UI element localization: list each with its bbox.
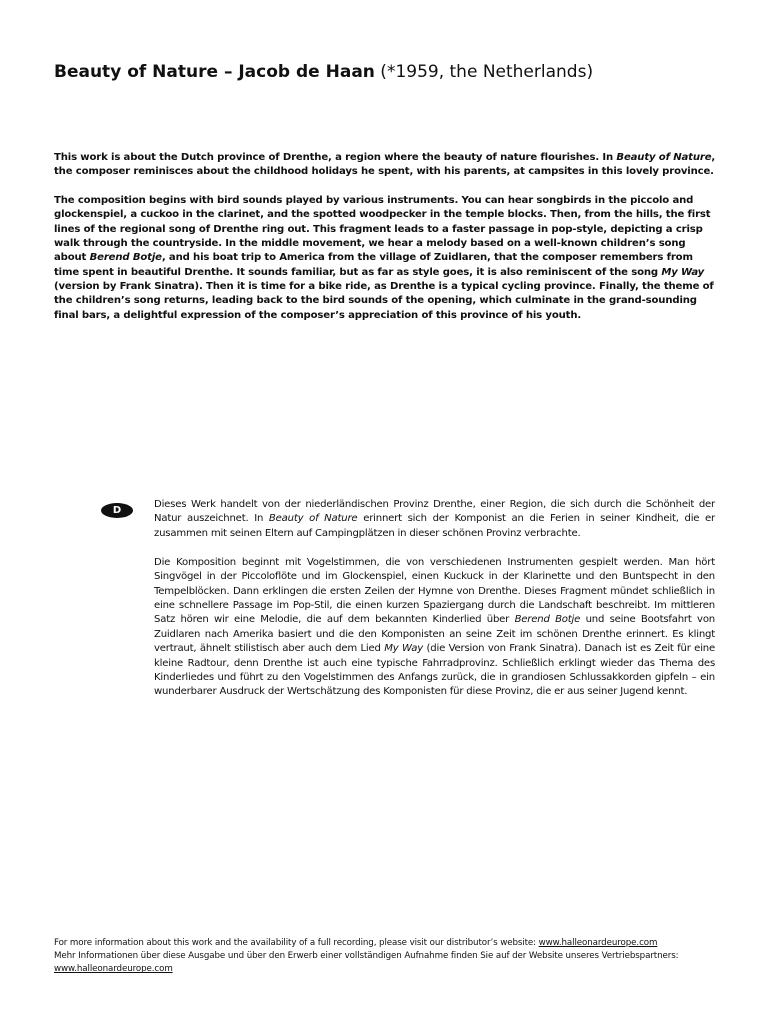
distributor-link-de[interactable]: www.halleonardeurope.com: [54, 964, 173, 975]
german-paragraph-2: Die Komposition beginnt mit Vogelstimmen, die von verschiedenen Instrumenten gespielt werden. Man hört Singvögel in der Piccoloflöte und im Glockenspiel, einen Kuckuck in der Klarinette und den Buntspecht in den Tempelblöcken. Dann erklingen die ersten Zeilen der Hymne von Drenthe. Dieses Fragment mündet schließlich in eine schnellere Passage im Pop-Stil, die einen kurzen Spaziergang durch die Landschaft beschreibt. Im mittleren Satz hören wir eine Melodie, die auf dem bekannten Kinderlied über Berend Botje und seine Bootsfahrt von Zuidlaren nach Amerika basiert und die den Komponisten an seine Zeit im schönen Drenthe erinnert. Es klingt vertraut, ähnelt stilistisch aber auch dem Lied My Way (die Version von Frank Sinatra). Danach ist es Zeit für eine kleine Radtour, denn Drenthe ist auch eine typische Fahrradprovinz. Schließlich erklingt wieder das Thema des Kinderliedes und führt zu den Vogelstimmen des Anfangs zurück, die in grandiosen Schlussakkorden gipfeln – ein wunderbarer Ausdruck der Wertschätzung des Komponisten für diese Provinz, die er aus seiner Jugend kennt.: [154, 556, 716, 698]
german-description: [154, 498, 715, 714]
title-subtitle: (*1959, the Netherlands): [374, 62, 594, 82]
english-paragraph-1: This work is about the Dutch province of Drenthe, a region where the beauty of nature flourishes. In Beauty of Nature, the composer reminisces about the childhood holidays he spent, with his parents, at campsites in this lovely province.: [54, 152, 716, 178]
english-description: [54, 151, 716, 337]
distributor-link-en[interactable]: www.halleonardeurope.com: [538, 938, 658, 948]
page-title: [54, 60, 734, 84]
footer-german-line: Mehr Informationen über diese Ausgabe und über den Erwerb einer vollständigen Aufnahme finden Sie auf der Website unseres Vertriebspartners: www.halleonardeurope.com: [54, 951, 679, 975]
footer-english-line: For more information about this work and the availability of a full recording, please visit our distributor’s website: www.halleonardeurope.com: [54, 938, 658, 948]
english-paragraph-2: The composition begins with bird sounds played by various instruments. You can hear songbirds in the piccolo and glockenspiel, a cuckoo in the clarinet, and the spotted woodpecker in the temple blocks. Then, from the hills, the first lines of the regional song of Drenthe ring out. This fragment leads to a faster passage in pop-style, depicting a crisp walk through the countryside. In the middle movement, we hear a melody based on a well-known children’s song about Berend Botje, and his boat trip to America from the village of Zuidlaren, that the composer remembers from time spent in beautiful Drenthe. It sounds familiar, but as far as style goes, it is also reminiscent of the song My Way (version by Frank Sinatra). Then it is time for a bike ride, as Drenthe is a typical cycling province. Finally, the theme of the children’s song returns, leading back to the bird sounds of the opening, which culminate in the grand-sounding final bars, a delightful expression of the composer’s appreciation of this province of his youth.: [54, 195, 714, 321]
language-badge-de: D: [101, 503, 133, 518]
german-paragraph-1: Dieses Werk handelt von der niederländischen Provinz Drenthe, einer Region, die sich durch die Schönheit der Natur auszeichnet. In Beauty of Nature erinnert sich der Komponist an die Ferien in seiner Kindheit, die er zusammen mit seinen Eltern auf Campingplätzen in dieser schönen Provinz verbrachte.: [154, 499, 716, 539]
title-main: Beauty of Nature – Jacob de Haan: [54, 62, 375, 82]
footer-info: [54, 937, 719, 977]
